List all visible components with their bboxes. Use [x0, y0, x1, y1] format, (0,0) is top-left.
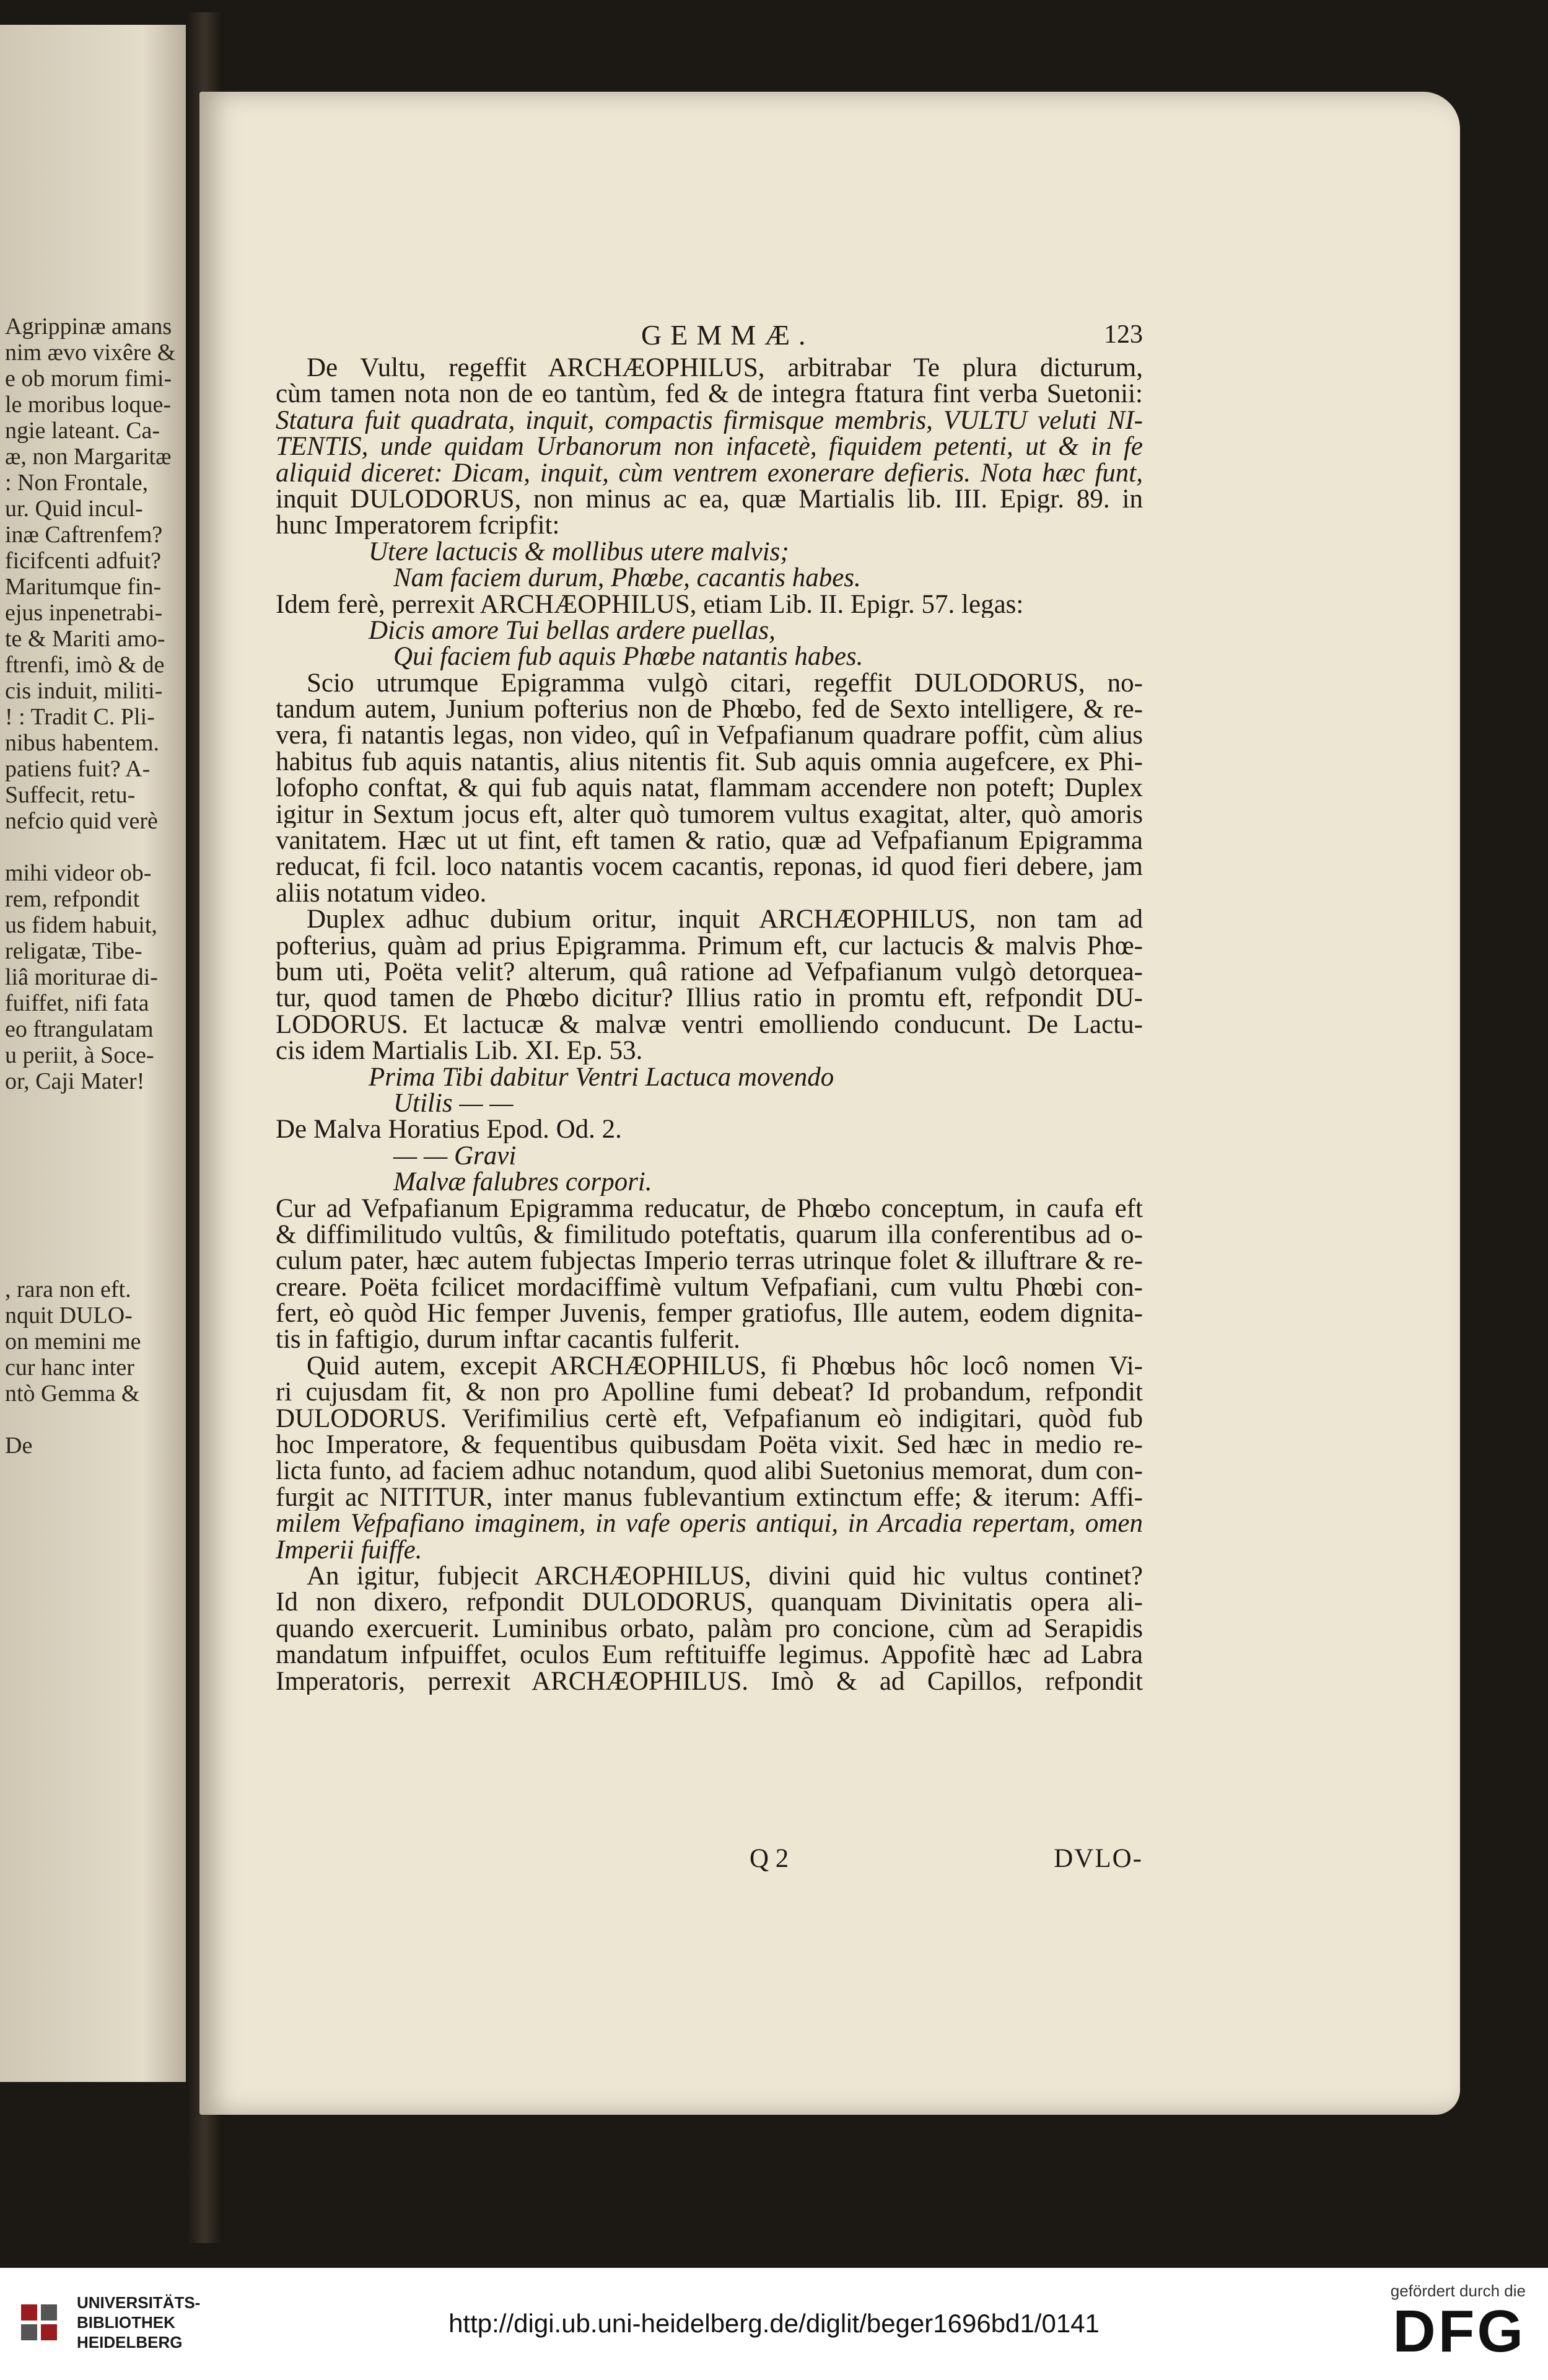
- left-page-line: æ, non Margaritæ: [5, 444, 172, 470]
- left-page-line: mihi videor ob-: [5, 860, 152, 886]
- text-line: Utilis — —: [393, 1090, 514, 1117]
- left-page-line: De: [5, 1433, 33, 1459]
- left-page-line: cis induit, militi-: [5, 678, 163, 704]
- text-line: licta funto, ad faciem adhuc notandum, quod alibi Suetonius memorat, dum con-: [276, 1458, 1143, 1485]
- catchword: DVLO-: [1054, 1844, 1143, 1873]
- text-line: fert, eò quòd Hic femper Juvenis, femper gratiofus, Ille autem, eodem dignita-: [276, 1301, 1143, 1327]
- text-line: Qui faciem fub aquis Phœbe natantis habes.: [393, 644, 864, 670]
- left-page-line: ur. Quid incul-: [5, 496, 143, 522]
- text-line: Nam faciem durum, Phœbe, cacantis habes.: [393, 565, 861, 592]
- text-line: Scio utrumque Epigramma vulgò citari, regeffit DULODORUS, no-: [307, 670, 1143, 697]
- left-page-line: , rara non eft.: [5, 1276, 131, 1302]
- text-line: mandatum infpuiffet, oculos Eum reftituiffe legimus. Appofitè hæc ad Labra: [276, 1642, 1143, 1669]
- text-line: inquit DULODORUS, non minus ac ea, quæ Martialis lib. III. Epigr. 89. in: [276, 486, 1143, 513]
- text-line: Imperii fuiffe.: [276, 1537, 422, 1563]
- digitization-footer: [0, 2268, 1548, 2380]
- text-line: Id non dixero, refpondit DULODORUS, quanquam Divinitatis opera ali-: [276, 1589, 1143, 1616]
- text-line: furgit ac NITITUR, inter manus fublevantium extinctum effe; & iterum: Affi-: [276, 1484, 1143, 1511]
- text-line: Malvæ falubres corpori.: [393, 1169, 652, 1196]
- left-page-line: u periit, à Soce-: [5, 1042, 154, 1068]
- text-line: Idem ferè, perrexit ARCHÆOPHILUS, etiam Lib. II. Epigr. 57. legas:: [276, 591, 1024, 618]
- page-header: [276, 313, 1143, 356]
- text-line: vanitatem. Hæc ut ut fint, eft tamen & ratio, quæ ad Vefpafianum Epigramma: [276, 828, 1143, 854]
- body-text: [276, 355, 1143, 1695]
- text-line: habitus fub aquis natantis, alius nitentis fit. Sub aquis omnia augefcere, ex Phi-: [276, 749, 1143, 776]
- text-line: tur, quod tamen de Phœbo dicitur? Illius ratio in promtu eft, refpondit DU-: [276, 985, 1143, 1012]
- text-line: — — Gravi: [393, 1143, 517, 1170]
- text-line: & diffimilitudo vultûs, & fimilitudo poteftatis, quarum illa conferentibus ad o-: [276, 1221, 1143, 1249]
- text-line: reducat, fi fcil. loco natantis vocem cacantis, reponas, id quod fieri debere, jam: [276, 854, 1143, 880]
- left-page-line: le moribus loque-: [5, 392, 172, 418]
- left-page-line: or, Caji Mater!: [5, 1068, 145, 1094]
- left-page-line: eo ftrangulatam: [5, 1016, 154, 1042]
- left-page-line: nquit DULO-: [5, 1302, 133, 1328]
- left-page-line: Maritumque fin-: [5, 574, 162, 600]
- left-page-line: e ob morum fimi-: [5, 366, 172, 392]
- left-page-line: patiens fuit? A-: [5, 756, 151, 782]
- text-line: lofopho conftat, & qui fub aquis natat, flammam accendere non poteft; Duplex: [276, 775, 1143, 802]
- text-line: pofterius, quàm ad prius Epigramma. Primum eft, cur lactucis & malvis Phœ-: [276, 933, 1143, 959]
- left-page-line: te & Mariti amo-: [5, 626, 165, 652]
- text-line: igitur in Sextum jocus eft, alter quò tumorem vultus exagitat, alter, quò amoris: [276, 801, 1143, 828]
- text-line: aliquid diceret: Dicam, inquit, cùm ventrem exonerare defieris. Nota hæc funt,: [276, 460, 1143, 486]
- text-line: DULODORUS. Verifimilius certè eft, Vefpafianum eò indigitari, quòd fub: [276, 1405, 1143, 1433]
- text-line: culum pater, hæc autem fubjectas Imperio terras utrinque folet & illuftrare & re-: [276, 1248, 1143, 1275]
- left-page-line: : Non Frontale,: [5, 470, 149, 496]
- funder-logo[interactable]: [1391, 2281, 1526, 2363]
- left-page-line: ngie lateant. Ca-: [5, 418, 160, 444]
- text-line: Utere lactucis & mollibus utere malvis;: [369, 538, 789, 566]
- left-page-line: cur hanc inter: [5, 1355, 134, 1381]
- left-page-line: ! : Tradit C. Pli-: [5, 704, 155, 730]
- library-name-line: BIBLIOTHEK: [77, 2313, 175, 2332]
- text-line: Imperatoris, perrexit ARCHÆOPHILUS. Imò & ad Capillos, refpondit: [276, 1668, 1143, 1695]
- page-footer: [276, 1843, 1143, 1874]
- running-head: GEMMÆ.: [641, 318, 815, 351]
- left-page-line: rem, refpondit: [5, 886, 140, 912]
- text-line: hunc Imperatorem fcripfit:: [276, 512, 560, 539]
- text-line: Duplex adhuc dubium oritur, inquit ARCHÆOPHILUS, non tam ad: [307, 907, 1143, 933]
- signature-mark: Q 2: [750, 1844, 789, 1873]
- left-page-line: Suffecit, retu-: [5, 782, 136, 808]
- permalink-url[interactable]: http://digi.ub.uni-heidelberg.de/diglit/beger1696bd1/0141: [448, 2309, 1100, 2338]
- left-page-line: ntò Gemma &: [5, 1381, 140, 1407]
- left-page-line: religatæ, Tibe-: [5, 938, 142, 964]
- left-page-line: nefcio quid verè: [5, 808, 158, 834]
- text-line: Cur ad Vefpafianum Epigramma reducatur, de Phœbo conceptum, in caufa eft: [276, 1195, 1143, 1222]
- dfg-logo: DFG: [1393, 2298, 1526, 2365]
- text-line: tis in faftigio, durum inftar cacantis fulferit.: [276, 1327, 740, 1353]
- text-line: Statura fuit quadrata, inquit, compactis firmisque membris, VULTU veluti NI-: [276, 407, 1143, 434]
- left-page-line: liâ moriturae di-: [5, 964, 158, 990]
- text-line: De Vultu, regeffit ARCHÆOPHILUS, arbitrabar Te plura dicturum,: [307, 355, 1143, 382]
- text-line: cis idem Martialis Lib. XI. Ep. 53.: [276, 1038, 643, 1065]
- left-page-line: ejus inpenetrabi-: [5, 600, 163, 626]
- text-line: vera, fi natantis legas, non video, quî in Vefpafianum quadrare poffit, cùm alius: [276, 722, 1143, 749]
- library-name-line: HEIDELBERG: [77, 2333, 183, 2351]
- text-line: quando exercuerit. Luminibus orbato, palàm pro concione, cùm ad Serapidis: [276, 1615, 1143, 1643]
- left-page-line: us fidem habuit,: [5, 912, 157, 938]
- left-page-line: ftrenfi, imò & de: [5, 652, 165, 678]
- text-line: Quid autem, excepit ARCHÆOPHILUS, fi Phœbus hôc locô nomen Vi-: [307, 1353, 1143, 1380]
- text-line: TENTIS, unde quidam Urbanorum non infacetè, fiquidem petenti, ut & in fe: [276, 434, 1143, 460]
- text-line: cùm tamen nota non de eo tantùm, fed & de integra ftatura fint verba Suetonii:: [276, 381, 1143, 408]
- left-page-line: nim ævo vixêre &: [5, 340, 176, 366]
- text-line: ri cujusdam fit, & non pro Apolline fumi debeat? Id probandum, refpondit: [276, 1379, 1143, 1406]
- page-number: 123: [1104, 320, 1143, 349]
- text-line: An igitur, fubjecit ARCHÆOPHILUS, divini quid hic vultus continet?: [307, 1563, 1143, 1590]
- text-line: Prima Tibi dabitur Ventri Lactuca movendo: [369, 1064, 834, 1091]
- text-line: tandum autem, Junium pofterius non de Phœbo, fed de Sexto intelligere, & re-: [276, 696, 1143, 723]
- text-line: hoc Imperatore, & fequentibus quibusdam Poëta vixit. Sed hæc in medio re-: [276, 1432, 1143, 1459]
- text-line: bum uti, Poëta velit? alterum, quâ ratione ad Vefpafianum vulgò detorquea-: [276, 959, 1143, 986]
- text-line: milem Vefpafiano imaginem, in vafe operis antiqui, in Arcadia repertam, omen: [276, 1511, 1143, 1537]
- left-page-line: ficifcenti adfuit?: [5, 548, 162, 574]
- left-page-line: fuiffet, nifi fata: [5, 990, 149, 1016]
- text-line: LODORUS. Et lactucæ & malvæ ventri emolliendo conducunt. De Lactu-: [276, 1011, 1143, 1039]
- left-page-line: Agrippinæ amans: [5, 314, 172, 340]
- left-page-line: on memini me: [5, 1328, 141, 1355]
- funding-label: gefördert durch die: [1390, 2281, 1526, 2300]
- left-page-fragment: [0, 25, 204, 2082]
- text-line: Dicis amore Tui bellas ardere puellas,: [369, 617, 776, 644]
- library-name-line: UNIVERSITÄTS-: [77, 2293, 201, 2312]
- text-line: aliis notatum video.: [276, 880, 487, 907]
- text-line: De Malva Horatius Epod. Od. 2.: [276, 1117, 622, 1143]
- left-page-line: nibus habentem.: [5, 730, 160, 756]
- left-page-line: inæ Caftrenfem?: [5, 522, 163, 548]
- text-line: creare. Poëta fcilicet mordaciffimè vultum Vefpafiani, cum vultu Phœbi con-: [276, 1274, 1143, 1301]
